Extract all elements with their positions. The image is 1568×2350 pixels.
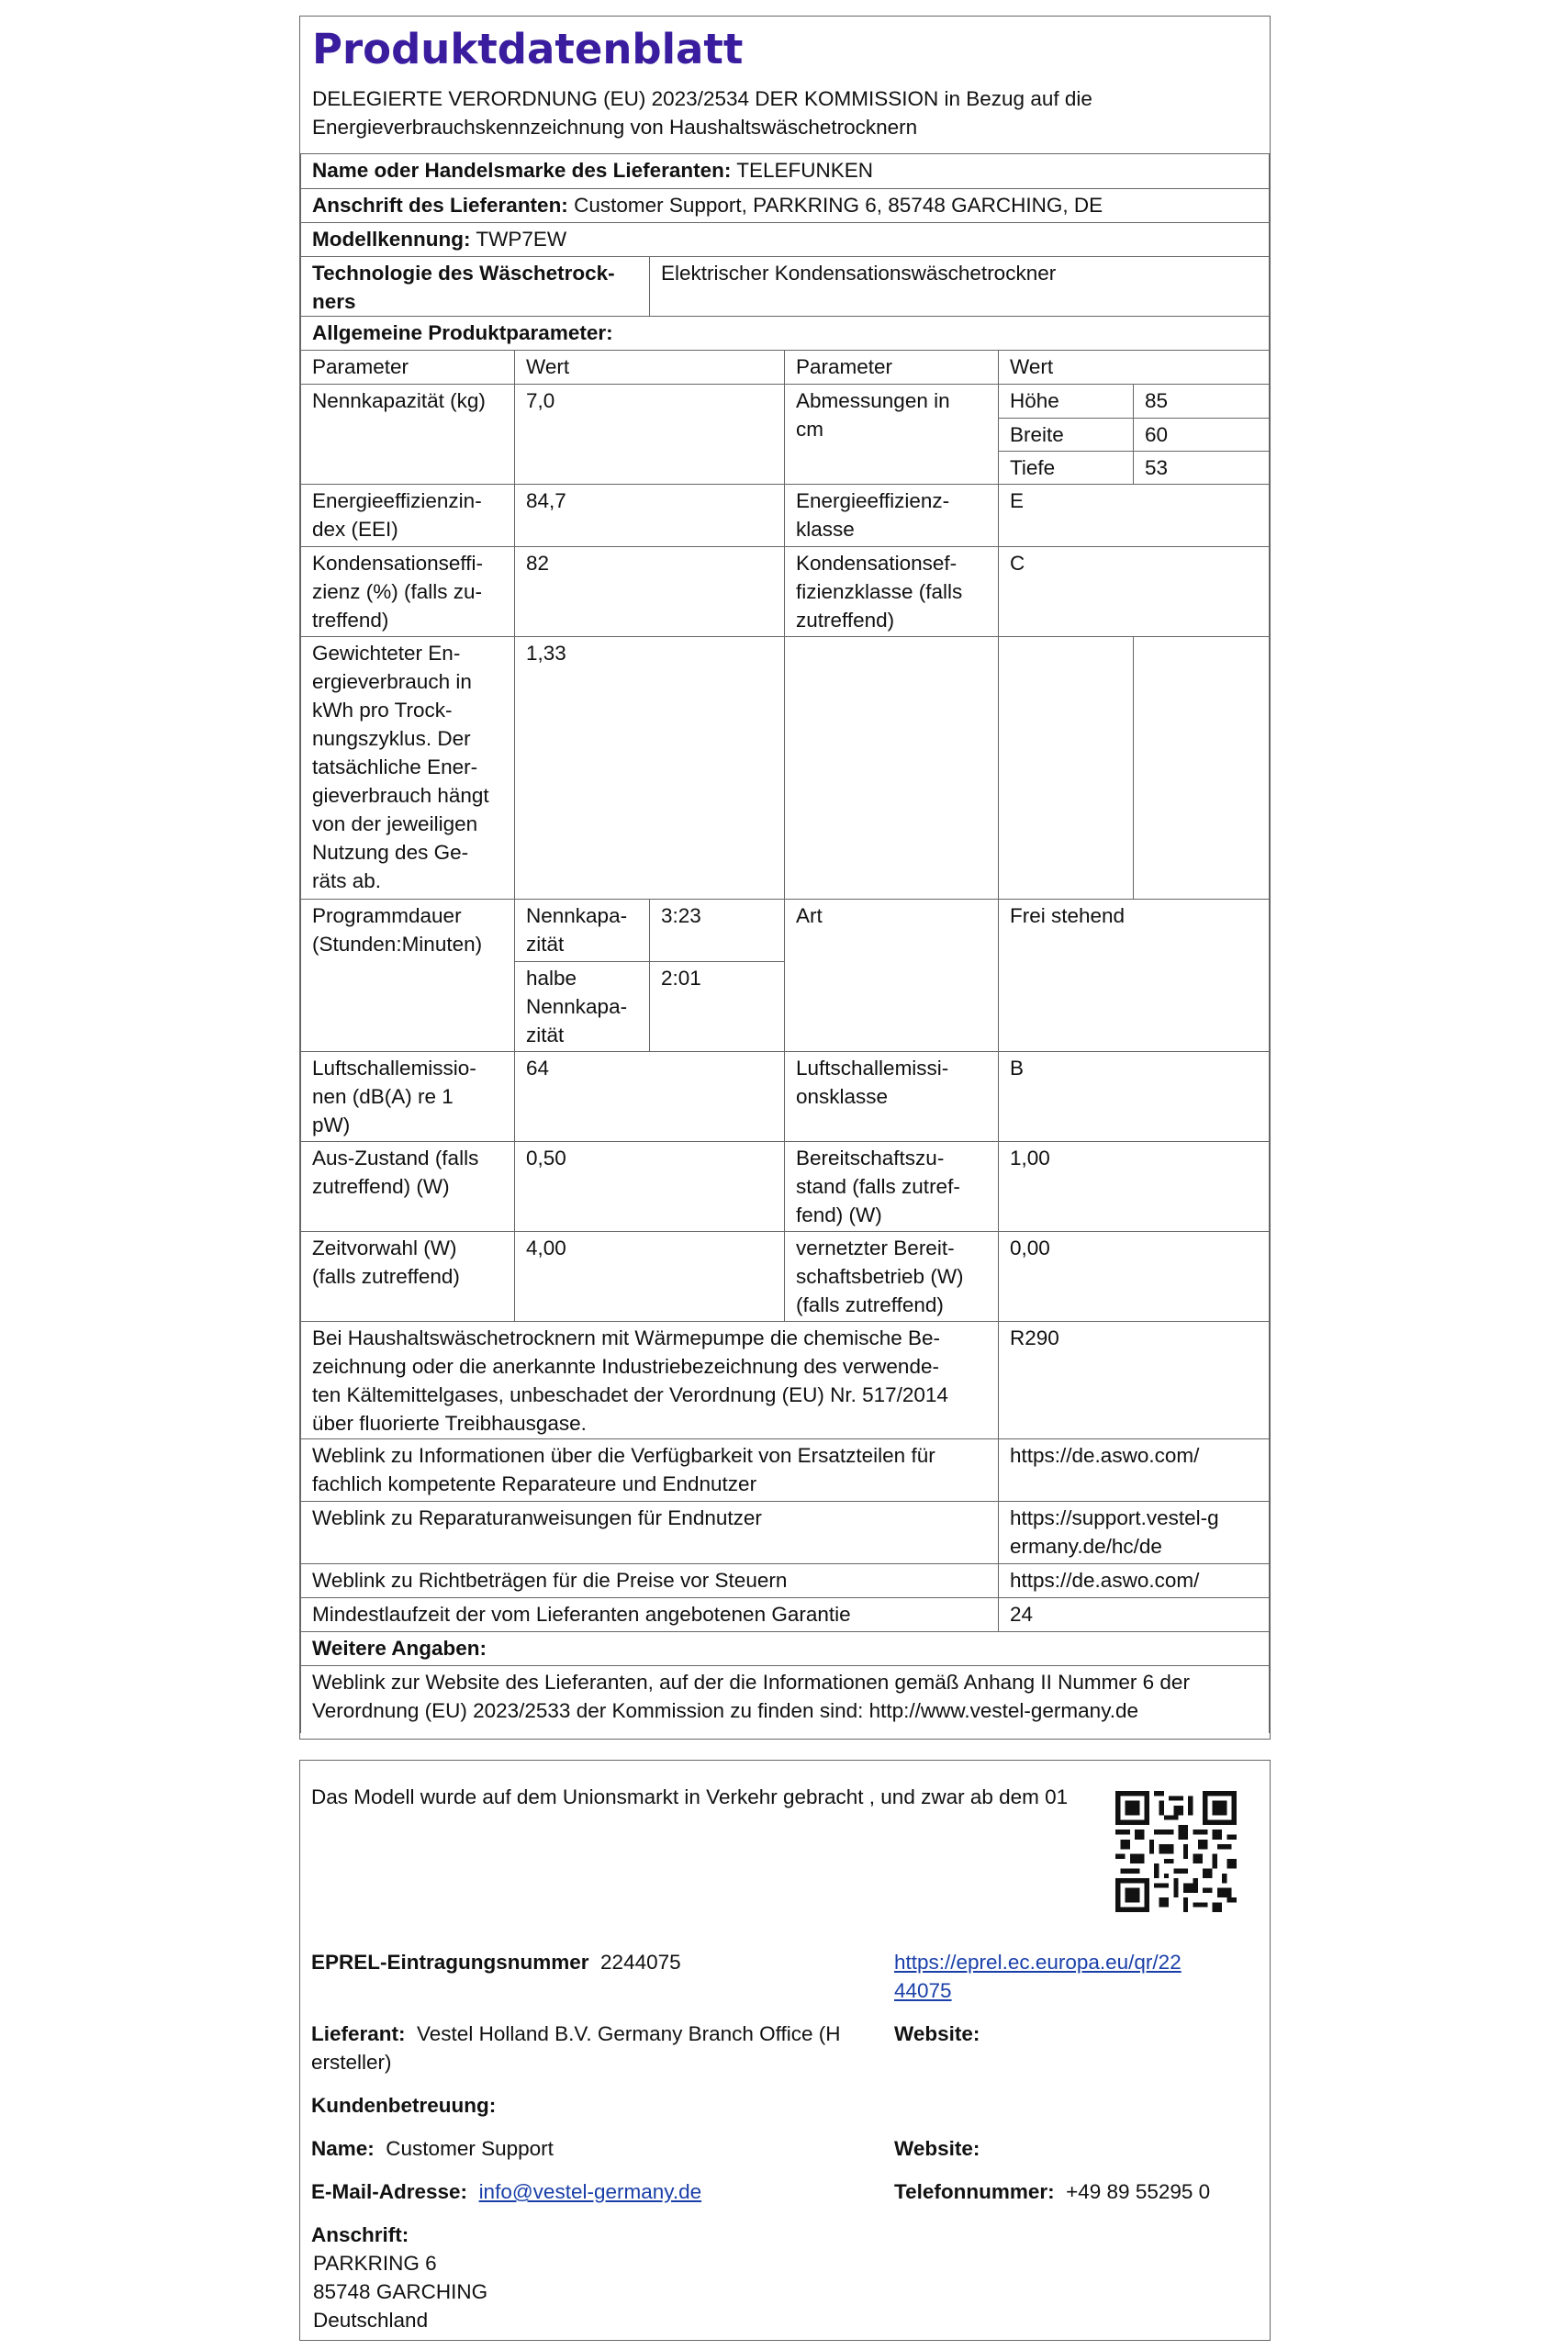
refrigerant-value: R290 bbox=[999, 1321, 1270, 1438]
eei-value: 84,7 bbox=[515, 484, 785, 546]
column-header-row bbox=[301, 350, 1270, 384]
half-capacity-value: 2:01 bbox=[650, 961, 785, 1051]
noise-class-value: B bbox=[999, 1051, 1270, 1141]
spare-parts-row bbox=[301, 1438, 1270, 1501]
email-link[interactable]: info@vestel-germany.de bbox=[478, 2180, 702, 2203]
full-capacity-label: Nennkapa- zität bbox=[515, 899, 650, 961]
general-heading: Allgemeine Produktparameter: bbox=[301, 316, 1270, 350]
price-link[interactable]: https://de.aswo.com/ bbox=[999, 1563, 1270, 1597]
supplier-name-value: TELEFUNKEN bbox=[736, 159, 874, 182]
refrigerant-row bbox=[301, 1321, 1270, 1438]
condensation-row bbox=[301, 546, 1270, 636]
customer-name bbox=[311, 2134, 554, 2163]
off-mode-label: Aus-Zustand (falls zutreffend) (W) bbox=[301, 1141, 515, 1231]
depth-value: 53 bbox=[1134, 451, 1270, 484]
duration-label: Programmdauer (Stunden:Minuten) bbox=[301, 899, 515, 1051]
model-label: Modellkennung: bbox=[312, 227, 471, 251]
empty-cell bbox=[785, 636, 999, 899]
noise-label: Luftschallemissio- nen (dB(A) re 1 pW) bbox=[301, 1051, 515, 1141]
eprel-registration bbox=[311, 1948, 681, 1976]
price-label: Weblink zu Richtbeträgen für die Preise vor Steuern bbox=[301, 1563, 999, 1597]
general-heading-row bbox=[301, 316, 1270, 350]
delay-start-value: 4,00 bbox=[515, 1231, 785, 1321]
website-label: Website: bbox=[894, 2022, 980, 2045]
height-value: 85 bbox=[1134, 384, 1270, 418]
supplier-name-label: Name oder Handelsmarke des Lieferanten: bbox=[312, 159, 732, 182]
spare-parts-label: Weblink zu Informationen über die Verfügbarkeit von Ersatzteilen für fachlich kompetente Reparateure und Endnutzer bbox=[301, 1438, 999, 1501]
qr-code-icon[interactable] bbox=[1115, 1791, 1237, 1912]
type-value: Frei stehend bbox=[999, 899, 1270, 1051]
height-label: Höhe bbox=[999, 384, 1134, 418]
col-header-parameter-2: Parameter bbox=[785, 350, 999, 384]
address-label: Anschrift: bbox=[311, 2223, 409, 2246]
col-header-parameter: Parameter bbox=[301, 350, 515, 384]
further-info-text: Weblink zur Website des Lieferanten, auf der die Informationen gemäß Anhang II Nummer 6 der Verordnung (EU) 2023/2533 der Kommission zu finden sind: http://www.vestel-germany.de bbox=[301, 1665, 1270, 1733]
type-label: Art bbox=[785, 899, 999, 1051]
depth-label: Tiefe bbox=[999, 451, 1134, 484]
eei-label: Energieeffizienzin- dex (EEI) bbox=[301, 484, 515, 546]
model-value: TWP7EW bbox=[476, 227, 567, 251]
repair-label: Weblink zu Reparaturanweisungen für Endnutzer bbox=[301, 1501, 999, 1563]
regulation-subtitle: DELEGIERTE VERORDNUNG (EU) 2023/2534 DER KOMMISSION in Bezug auf die Energieverbrauchskennzeichnung von Haushaltswäschetrocknern bbox=[312, 87, 1092, 139]
phone-info bbox=[894, 2177, 1210, 2206]
duration-full-row bbox=[301, 899, 1270, 961]
phone-value: +49 89 55295 0 bbox=[1066, 2180, 1211, 2203]
further-heading: Weitere Angaben: bbox=[301, 1631, 1270, 1665]
dimensions-label: Abmessungen in cm bbox=[785, 384, 999, 484]
delay-start-label: Zeitvorwahl (W) (falls zutreffend) bbox=[301, 1231, 515, 1321]
empty-cell bbox=[1134, 636, 1270, 899]
product-data-sheet bbox=[299, 16, 1271, 1740]
repair-link[interactable]: https://support.vestel-g ermany.de/hc/de bbox=[999, 1501, 1270, 1563]
col-header-value: Wert bbox=[515, 350, 785, 384]
half-capacity-label: halbe Nennkapa- zität bbox=[515, 961, 650, 1051]
warranty-value: 24 bbox=[999, 1597, 1270, 1631]
off-mode-value: 0,50 bbox=[515, 1141, 785, 1231]
col-header-value-2: Wert bbox=[999, 350, 1270, 384]
standby-value: 1,00 bbox=[999, 1141, 1270, 1231]
warranty-row bbox=[301, 1597, 1270, 1631]
capacity-label: Nennkapazität (kg) bbox=[301, 384, 515, 484]
further-heading-row bbox=[301, 1631, 1270, 1665]
supplier-address-label: Anschrift des Lieferanten: bbox=[312, 193, 568, 217]
noise-class-label: Luftschallemissi- onsklasse bbox=[785, 1051, 999, 1141]
customer-name-value: Customer Support bbox=[386, 2137, 554, 2160]
technology-row bbox=[301, 256, 1270, 316]
sheet-header bbox=[300, 17, 1270, 154]
condensation-class-value: C bbox=[999, 546, 1270, 636]
technology-value: Elektrischer Kondensationswäschetrockner bbox=[650, 256, 1270, 316]
spare-parts-link[interactable]: https://de.aswo.com/ bbox=[999, 1438, 1270, 1501]
customer-service-heading: Kundenbetreuung: bbox=[311, 2094, 497, 2117]
standby-label: Bereitschaftszu- stand (falls zutref- fend) (W) bbox=[785, 1141, 999, 1231]
energy-consumption-label: Gewichteter En- ergieverbrauch in kWh pro Trock- nungszyklus. Der tatsächliche Ener- gieverbrauch hängt von der jeweiligen Nutzung des Ge- räts ab. bbox=[301, 636, 515, 899]
customer-name-label: Name: bbox=[311, 2137, 375, 2160]
width-value: 60 bbox=[1134, 418, 1270, 451]
model-row bbox=[301, 222, 1270, 256]
noise-row bbox=[301, 1051, 1270, 1141]
supplier-info: Lieferant: Vestel Holland B.V. Germany Branch Office (H ersteller) bbox=[311, 2022, 841, 2074]
supplier-address-row bbox=[301, 188, 1270, 222]
energy-class-label: Energieeffizienz- klasse bbox=[785, 484, 999, 546]
phone-label: Telefonnummer: bbox=[894, 2180, 1055, 2203]
customer-website-label: Website: bbox=[894, 2137, 980, 2160]
product-parameters-table bbox=[300, 154, 1270, 1733]
eprel-value: 2244075 bbox=[600, 1951, 681, 1974]
price-row bbox=[301, 1563, 1270, 1597]
condensation-value: 82 bbox=[515, 546, 785, 636]
delay-start-row bbox=[301, 1231, 1270, 1321]
capacity-value: 7,0 bbox=[515, 384, 785, 484]
address-info: Anschrift: PARKRING 6 85748 GARCHING Deutschland bbox=[311, 2221, 487, 2334]
energy-class-value: E bbox=[999, 484, 1270, 546]
repair-row bbox=[301, 1501, 1270, 1563]
noise-value: 64 bbox=[515, 1051, 785, 1141]
market-date-text: Das Modell wurde auf dem Unionsmarkt in Verkehr gebracht , und zwar ab dem 01 bbox=[311, 1785, 1069, 1808]
width-label: Breite bbox=[999, 418, 1134, 451]
energy-consumption-value: 1,33 bbox=[515, 636, 785, 899]
supplier-value: Vestel Holland B.V. Germany Branch Office (H bbox=[417, 2022, 841, 2045]
eprel-footer bbox=[299, 1760, 1271, 2341]
page-title: Produktdatenblatt bbox=[312, 25, 744, 73]
energy-consumption-row bbox=[301, 636, 1270, 899]
full-capacity-value: 3:23 bbox=[650, 899, 785, 961]
refrigerant-label: Bei Haushaltswäschetrocknern mit Wärmepumpe die chemische Be- zeichnung oder die anerkannte Industriebezeichnung des verwende- ten Kältemittelgases, unbeschadet der Verordnung (EU) Nr. 517/2014 über fluorierte Treibhausgase. bbox=[301, 1321, 999, 1438]
eprel-link[interactable]: https://eprel.ec.europa.eu/qr/22 44075 bbox=[894, 1951, 1182, 2002]
eprel-label: EPREL-Eintragungsnummer bbox=[311, 1951, 589, 1974]
supplier-name-row bbox=[301, 154, 1270, 188]
off-mode-row bbox=[301, 1141, 1270, 1231]
capacity-row bbox=[301, 384, 1270, 418]
warranty-label: Mindestlaufzeit der vom Lieferanten angebotenen Garantie bbox=[301, 1597, 999, 1631]
technology-label: Technologie des Wäschetrock- ners bbox=[301, 256, 650, 316]
supplier-label: Lieferant: bbox=[311, 2022, 406, 2045]
email-info bbox=[311, 2177, 701, 2206]
condensation-label: Kondensationseffi- zienz (%) (falls zu- treffend) bbox=[301, 546, 515, 636]
empty-cell bbox=[999, 636, 1134, 899]
condensation-class-label: Kondensationsef- fizienzklasse (falls zutreffend) bbox=[785, 546, 999, 636]
networked-standby-label: vernetzter Bereit- schaftsbetrieb (W) (falls zutreffend) bbox=[785, 1231, 999, 1321]
email-label: E-Mail-Adresse: bbox=[311, 2180, 468, 2203]
supplier-address-value: Customer Support, PARKRING 6, 85748 GARCHING, DE bbox=[574, 193, 1103, 217]
further-info-row bbox=[301, 1665, 1270, 1733]
eei-row bbox=[301, 484, 1270, 546]
networked-standby-value: 0,00 bbox=[999, 1231, 1270, 1321]
